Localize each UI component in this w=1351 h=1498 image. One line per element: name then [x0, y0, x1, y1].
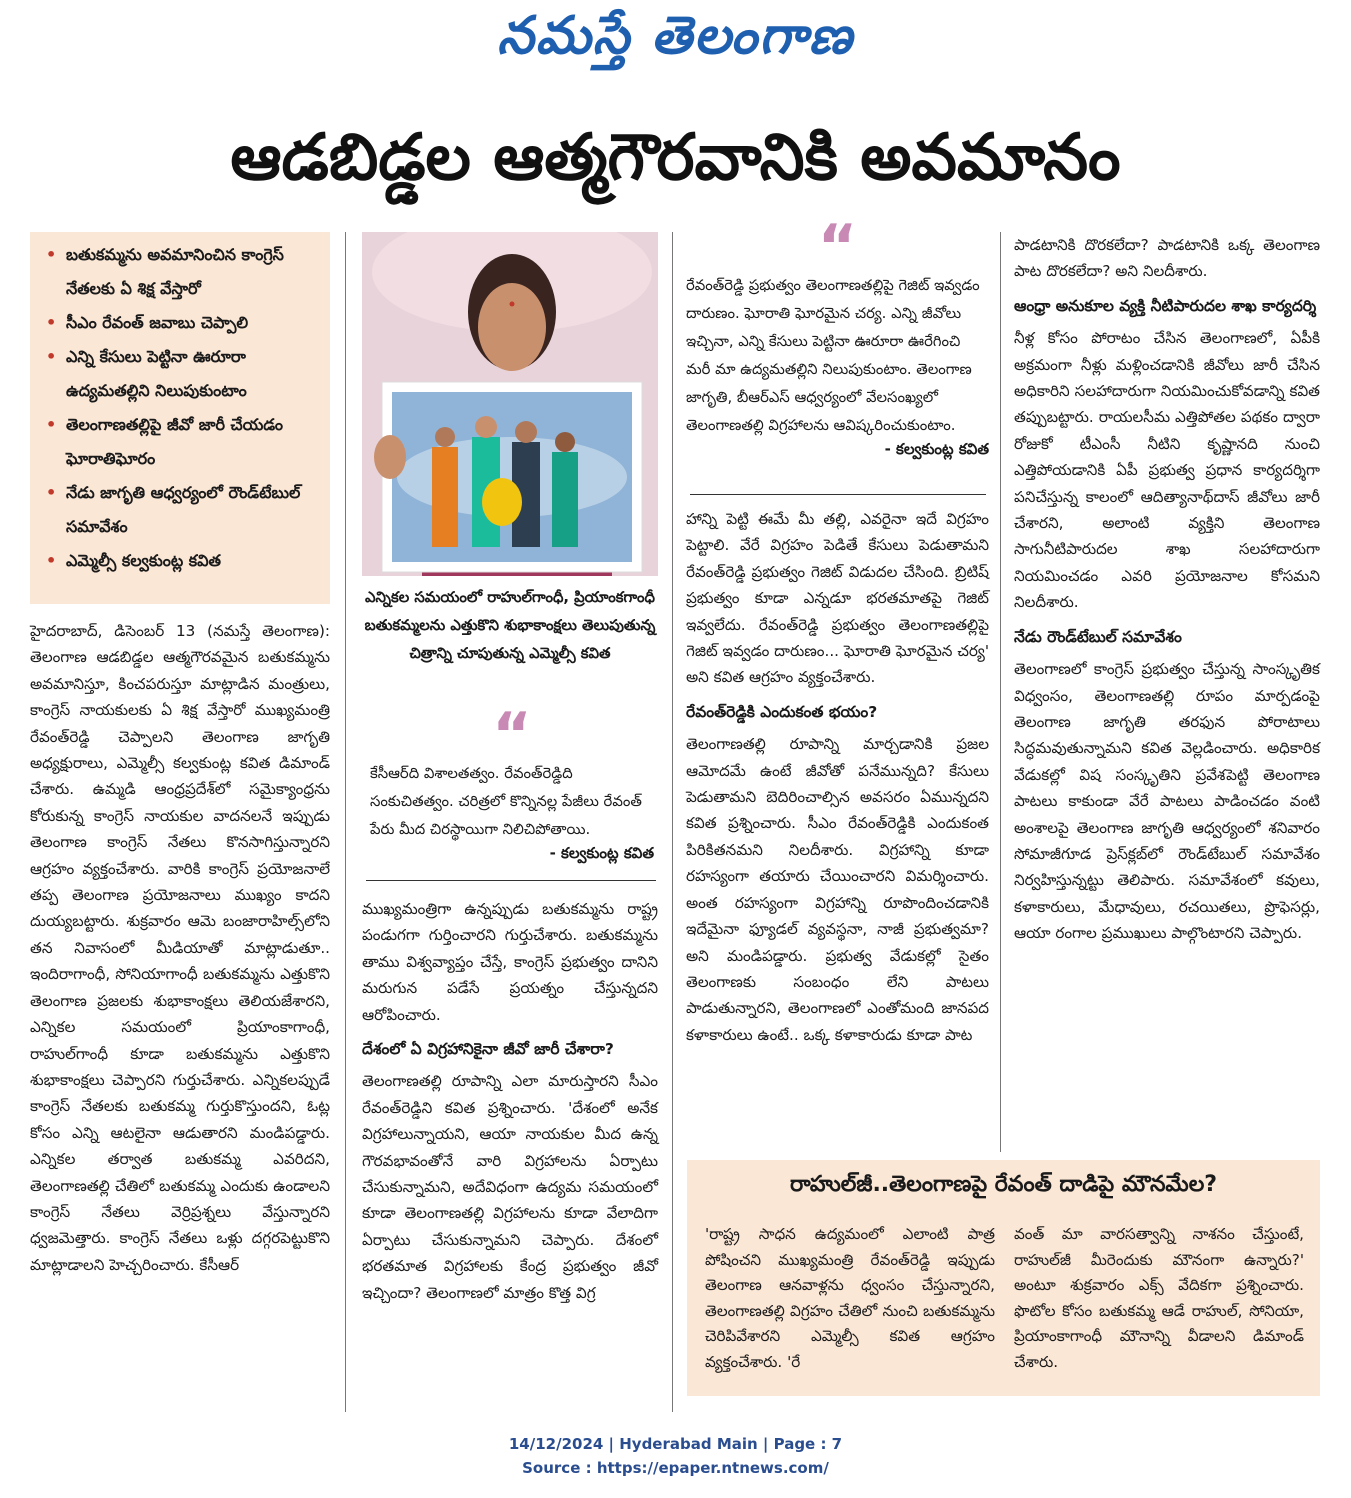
highlight-item: • సీఎం రేవంత్ జవాబు చెప్పాలి [44, 306, 320, 340]
box-title: రాహుల్‌జీ..తెలంగాణపై రేవంత్ దాడిపై మౌనమేల? [789, 1172, 1218, 1197]
highlights-box [30, 232, 330, 604]
highlight-item: • తెలంగాణతల్లిపై జీవో జారీ చేయడం ఘోరాతిఘోరం [44, 408, 320, 476]
body-text: తెలంగాణలో కాంగ్రెస్ ప్రభుత్వం చేస్తున్న సాంస్కృతిక విధ్వంసం, తెలంగాణతల్లి రూపం మార్పడంపై తెలంగాణ జాగృతి తరఫున పోరాటాలు సిద్ధమవుతున్నామని కవిత వెల్లడించారు. అధికారిక వేడుకల్లో విష సంస్కృతిని ప్రవేశపెట్టి తెలంగాణ పాటలు కాకుండా వేరే పాటలు పాడించడం వంటి అంశాలపై తెలంగాణ జాగృతి ఆధ్వర్యంలో శనివారం సోమాజీగూడ ప్రెస్‌క్లబ్‌లో రౌండ్‌టేబుల్ సమావేశం నిర్వహిస్తున్నట్టు తెలిపారు. సమావేశంలో కవులు, కళాకారులు, మేధావులు, రచయితలు, ప్రొఫెసర్లు, ఆయా రంగాల ప్రముఖులు పాల్గొంటారని చెప్పారు. [1014, 660, 1320, 943]
body-text: హాన్ని పెట్టి ఈమే మీ తల్లి, ఎవరైనా ఇదే విగ్రహం పెట్టాలి. వేరే విగ్రహం పెడితే కేసులు పెడుతామని రేవంత్‌రెడ్డి ప్రభుత్వం గెజిట్ విడుదల చేసింది. బ్రిటిష్ ప్రభుత్వం కూడా ఎన్నడూ భరతమాతపై గెజిట్ ఇవ్వలేదు. రేవంత్‌రెడ్డి ప్రభుత్వం తెలంగాణతల్లిపై గెజిట్ ఇవ్వడం దారుణం... ఘోరాతి ఘోరమైన చర్య' అని కవిత ఆగ్రహం వ్యక్తంచేశారు. [686, 510, 989, 687]
column-rule [672, 232, 673, 1412]
masthead-logo: నమస్తే తెలంగాణ [497, 6, 854, 66]
body-text: తెలంగాణతల్లి రూపాన్ని ఎలా మారుస్తారని సీఎం రేవంత్‌రెడ్డిని కవిత ప్రశ్నించారు. 'దేశంలో అనేక విగ్రహాలున్నాయని, ఆయా నాయకుల మీద ఉన్న గౌరవభావంతోనే వారి విగ్రహాలను ఏర్పాటు చేసుకున్నామని, అదేవిధంగా ఉద్యమ సమయంలో కూడా తెలంగాణతల్లి విగ్రహాలను కూడా వేలాదిగా ఏర్పాటు చేసుకున్నామని చెప్పారు. దేశంలో భరతమాత విగ్రహాలకు కేంద్ర ప్రభుత్వం జీవో ఇచ్చిందా? తెలంగాణలో మాత్రం కొత్త విగ్ర [362, 1072, 658, 1302]
pull-quote [686, 212, 989, 462]
pull-quote [370, 700, 654, 866]
article-column-3 [686, 506, 989, 1048]
highlight-item: • బతుకమ్మను అవమానించిన కాంగ్రెస్ నేతలకు ఏ శిక్ష వేస్తారో [44, 238, 320, 306]
quote-mark-icon: “ [492, 700, 532, 770]
quote-text: రేవంత్‌రెడ్డి ప్రభుత్వం తెలంగాణతల్లిపై గెజిట్ ఇవ్వడం దారుణం. ఘోరాతి ఘోరమైన చర్య. ఎన్ని జీవోలు ఇచ్చినా, ఎన్ని కేసులు పెట్టినా ఊరూరా ఊరేగించి మరీ మా ఉద్యమతల్లిని నిలుపుకుంటాం. తెలంగాణ జాగృతి, బీఆర్‌ఎస్ ఆధ్వర్యంలో వేలసంఖ్యలో తెలంగాణతల్లి విగ్రహాలను ఆవిష్కరించుకుంటాం. [686, 277, 980, 434]
divider [690, 494, 986, 495]
footer [0, 1432, 1351, 1480]
article-column-4 [1014, 232, 1320, 947]
body-text: హైదరాబాద్, డిసెంబర్ 13 (నమస్తే తెలంగాణ): తెలంగాణ ఆడబిడ్డల ఆత్మగౌరవమైన బతుకమ్మను అవమానిస్తూ, కించపరుస్తూ మాట్లాడిన మంత్రులు, కాంగ్రెస్ నాయకులకు ఏ శిక్ష వేస్తారో ముఖ్యమంత్రి రేవంత్‌రెడ్డి చెప్పాలని తెలంగాణ జాగృతి అధ్యక్షురాలు, ఎమ్మెల్సీ కల్వకుంట్ల కవిత డిమాండ్ చేశారు. ఉమ్మడి ఆంధ్రప్రదేశ్‌లో సమైక్యాంధ్రను కోరుకున్న కాంగ్రెస్ నాయకుల వాదనలనే ఇప్పుడు తెలంగాణ కాంగ్రెస్ నేతలు కొనసాగిస్తున్నారని ఆగ్రహం వ్యక్తంచేశారు. వారికి కాంగ్రెస్ ప్రయోజనాలే తప్ప తెలంగాణ ప్రయోజనాలు ముఖ్యం కాదని దుయ్యబట్టారు. శుక్రవారం ఆమె బంజారాహిల్స్‌లోని తన నివాసంలో మీడియాతో మాట్లాడుతూ.. ఇందిరాగాంధీ, సోనియాగాంధీ బతుకమ్మను ఎత్తుకొని తెలంగాణ ప్రజలకు శుభాకాంక్షలు తెలియజేశారని, ఎన్నికల సమయంలో ప్రియాంకాగాంధీ, రాహుల్‌గాంధీ కూడా బతుకమ్మను ఎత్తుకొని శుభాకాంక్షలు చెప్పారని గుర్తుచేశారు. ఎన్నికలప్పుడే కాంగ్రెస్ నేతలకు బతుకమ్మ గుర్తుకొస్తుందని, ఓట్ల కోసం ఎన్ని ఆటలైనా ఆడుతారని మండిపడ్డారు. ఎన్నికల తర్వాత బతుకమ్మ ఎవరిదని, తెలంగాణతల్లి చేతిలో బతుకమ్మ ఎందుకు ఉండాలని కాంగ్రెస్ నేతలు వెర్రిప్రశ్నలు వేస్తున్నారని ధ్వజమెత్తారు. కాంగ్రెస్ నేతలు ఒళ్లు దగ్గరపెట్టుకొని మాట్లాడాలని హెచ్చరించారు. కేసీఆర్ [30, 622, 330, 1274]
photo-caption: ఎన్నికల సమయంలో రాహుల్‌గాంధీ, ప్రియాంకగాంధీ బతుకమ్మలను ఎత్తుకొని శుభాకాంక్షలు తెలుపుతున్న చిత్రాన్ని చూపుతున్న ఎమ్మెల్సీ కవిత [364, 589, 656, 662]
box-column-1: 'రాష్ట్ర సాధన ఉద్యమంలో ఎలాంటి పాత్ర పోషించని ముఖ్యమంత్రి రేవంత్‌రెడ్డి ఇప్పుడు తెలంగాణ ఆనవాళ్లను ధ్వంసం చేస్తున్నారని, తెలంగాణతల్లి విగ్రహం చేతిలో నుంచి బతుకమ్మను చెరిపివేశారని ఎమ్మెల్సీ కవిత ఆగ్రహం వ్యక్తంచేశారు. 'రే [705, 1225, 995, 1371]
subheading: రేవంత్‌రెడ్డికి ఎందుకంత భయం? [686, 702, 878, 721]
highlight-item: • ఎన్ని కేసులు పెట్టినా ఊరూరా ఉద్యమతల్లిని నిలుపుకుంటాం [44, 340, 320, 408]
body-text: ముఖ్యమంత్రిగా ఉన్నప్పుడు బతుకమ్మను రాష్ట్ర పండుగగా గుర్తించారని గుర్తుచేశారు. బతుకమ్మను తాము విశ్వవ్యాప్తం చేస్తే, కాంగ్రెస్ ప్రభుత్వం దానిని మరుగున పడేసే ప్రయత్నం చేస్తున్నదని ఆరోపించారు. [362, 900, 658, 1024]
subheading: ఆంధ్రా అనుకూల వ్యక్తి నీటిపారుదల శాఖ కార్యదర్శి [1014, 296, 1317, 315]
body-text: నీళ్ల కోసం పోరాటం చేసిన తెలంగాణలో, ఏపీకి అక్రమంగా నీళ్లు మళ్లించడానికి జీవోలు జారీ చేసిన అధికారిని సలహాదారుగా నియమించుకోవడాన్ని కవిత తప్పుబట్టారు. రాయలసీమ ఎత్తిపోతల పథకం ద్వారా రోజుకో టీఎంసీ నీటిని కృష్ణానది నుంచి ఎత్తిపోయడానికి ఏపీ ప్రభుత్వ ప్రధాన కార్యదర్శిగా పనిచేస్తున్న కాలంలో ఆదిత్యానాథ్‌దాస్ జీవోలు జారీ చేశారని, అలాంటి వ్యక్తిని తెలంగాణ సాగునీటిపారుదల శాఖ సలహాదారుగా నియమించడం ఎవరి ప్రయోజనాల కోసమని నిలదీశారు. [1014, 329, 1320, 612]
quote-author: - కల్వకుంట్ల కవిత [884, 440, 989, 458]
body-text: పాడటానికి దొరకలేదా? పాడటానికి ఒక్క తెలంగాణ పాట దొరకలేదా? అని నిలదీశారు. [1014, 236, 1320, 281]
footer-date-page: 14/12/2024 | Hyderabad Main | Page : 7 [508, 1435, 843, 1453]
column-rule [1000, 232, 1001, 1152]
photo-illustration [362, 232, 658, 576]
quote-author: - కల్వకుంట్ల కవిత [549, 844, 654, 862]
article-column-1 [30, 618, 330, 1278]
box-column-2: వంత్ మా వారసత్వాన్ని నాశనం చేస్తుంటే, రాహుల్‌జీ మీరెందుకు మౌనంగా ఉన్నారు?' అంటూ శుక్రవారం ఎక్స్ వేదికగా ప్రశ్నించారు. ఫొటోల కోసం బతుకమ్మ ఆడే రాహుల్, సోనియా, ప్రియాంకాగాంధీ మౌనాన్ని వీడాలని డిమాండ్ చేశారు. [1014, 1225, 1304, 1371]
headline: ఆడబిడ్డల ఆత్మగౌరవానికి అవమానం [230, 121, 1121, 195]
subheading: దేశంలో ఏ విగ్రహానికైనా జీవో జారీ చేశారా? [362, 1040, 614, 1059]
article-column-2 [362, 896, 658, 1306]
quote-text: కేసీఆర్‌ది విశాలతత్వం. రేవంత్‌రెడ్డిది సంకుచితత్వం. చరిత్రలో కొన్నినల్ల పేజీలు రేవంత్ పేరు మీద చిరస్థాయిగా నిలిచిపోతాయి. [370, 765, 642, 838]
footer-source[interactable]: Source : https://epaper.ntnews.com/ [522, 1459, 829, 1477]
highlight-item: • ఎమ్మెల్సీ కల్వకుంట్ల కవిత [44, 544, 320, 578]
news-photo [362, 232, 658, 576]
subheading: నేడు రౌండ్‌టేబుల్ సమావేశం [1014, 627, 1182, 646]
highlight-item: • నేడు జాగృతి ఆధ్వర్యంలో రౌండ్‌టేబుల్ సమావేశం [44, 476, 320, 544]
body-text: తెలంగాణతల్లి రూపాన్ని మార్చడానికి ప్రజల ఆమోదమే ఉంటే జీవోతో పనేమున్నది? కేసులు పెడుతామని బెదిరించాల్సిన అవసరం ఏమున్నదని కవిత ప్రశ్నించారు. సీఎం రేవంత్‌రెడ్డికి ఎందుకంత పిరికితనమని నిలదీశారు. విగ్రహాన్ని కూడా రహస్యంగా తయారు చేయించారని విమర్శించారు. అంత రహస్యంగా విగ్రహాన్ని రూపొందించడానికి ఇదేమైనా ఫ్యూడల్ వ్యవస్థనా, నాజీ ప్రభుత్వమా? అని మండిపడ్డారు. ప్రభుత్వ వేడుకల్లో సైతం తెలంగాణకు సంబంధం లేని పాటలు పాడుతున్నారని, తెలంగాణలో ఎంతోమంది జానపద కళాకారులు ఉంటే.. ఒక్క కళాకారుడు కూడా పాట [686, 735, 989, 1044]
column-rule [345, 232, 346, 1412]
divider [366, 880, 656, 881]
quote-mark-icon: “ [817, 212, 858, 282]
